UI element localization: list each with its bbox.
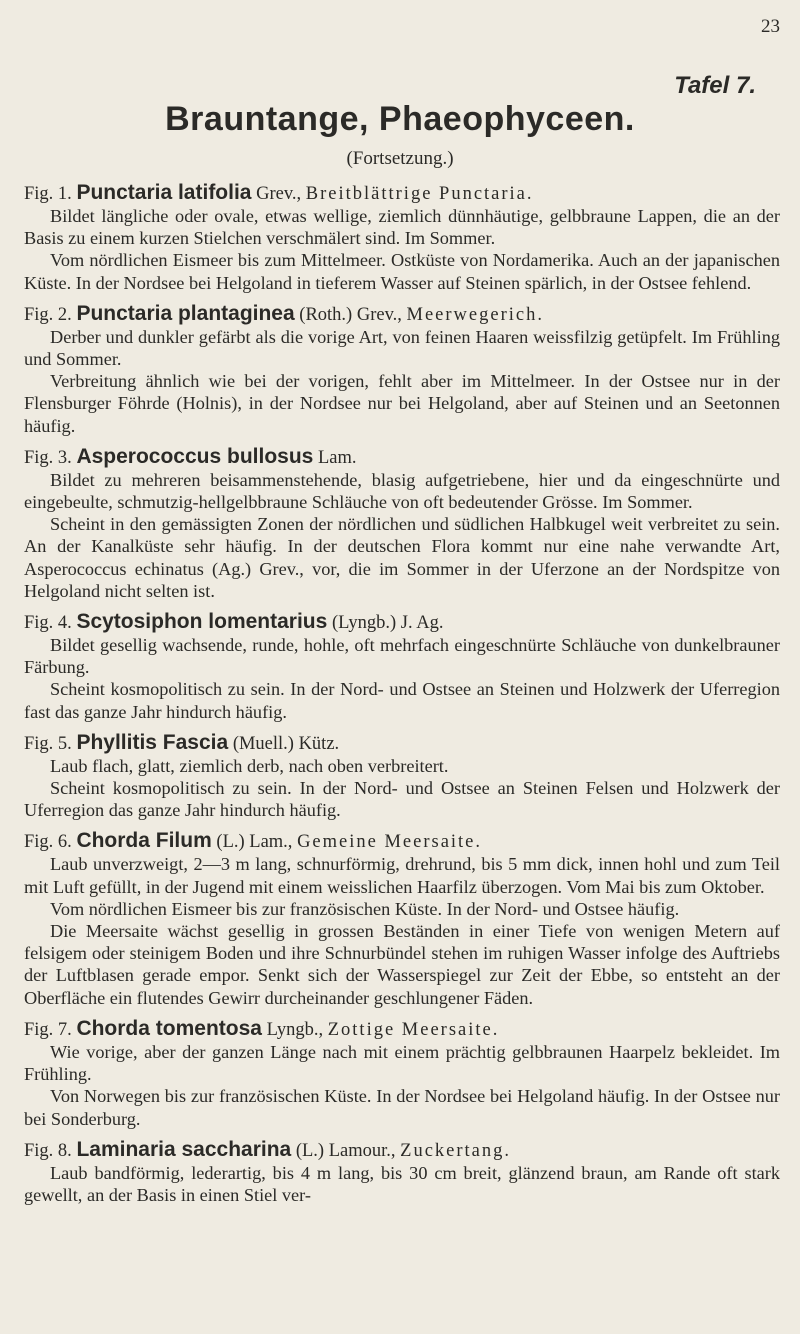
figure-label: Fig. 3. [24, 447, 72, 468]
description-paragraph: Verbreitung ähnlich wie bei der vorigen, fehlt aber im Mittelmeer. In der Ostsee nur in der Flensburger Föhrde (Holnis), in der Nordsee nur bei Helgoland, aber auf Steinen und an Seetonnen häufig. [24, 371, 780, 436]
species-authority: Grev., [256, 184, 302, 204]
description-paragraph: Von Norwegen bis zur französischen Küste. In der Nordsee bei Helgoland häufig. In der Ostsee nur bei Sonderburg. [24, 1086, 780, 1129]
figure-heading [24, 611, 780, 634]
species-entry [24, 303, 780, 437]
figure-heading [24, 732, 780, 755]
figure-heading [24, 1018, 780, 1041]
species-entry [24, 1018, 780, 1130]
description-paragraph: Laub bandförmig, lederartig, bis 4 m lang, bis 30 cm breit, glänzend braun, am Rande oft stark gewellt, an der Basis in einen Stiel ver- [24, 1162, 780, 1205]
figure-label: Fig. 7. [24, 1019, 72, 1040]
figure-heading [24, 303, 780, 326]
description-paragraph: Derber und dunkler gefärbt als die vorige Art, von feinen Haaren weissfilzig getüpfelt. Im Frühling und Sommer. [24, 326, 780, 370]
description-paragraph: Vom nördlichen Eismeer bis zum Mittelmeer. Ostküste von Nordamerika. Auch an der japanischen Küste. In der Nordsee bei Helgoland in tieferem Wasser auf Steinen spärlich, in der Ostsee fehlend. [24, 250, 780, 293]
species-name: Punctaria latifolia [76, 181, 252, 204]
species-name: Laminaria saccharina [76, 1137, 292, 1161]
species-list [24, 182, 780, 1215]
figure-label: Fig. 5. [24, 733, 72, 754]
species-authority: (Lyngb.) J. Ag. [331, 613, 444, 634]
page-subtitle: (Fortsetzung.) [346, 148, 454, 169]
figure-label: Fig. 1. [24, 184, 72, 204]
species-entry [24, 611, 780, 723]
common-name: Breitblättrige Punctaria. [305, 184, 534, 204]
description-paragraph: Bildet zu mehreren beisammenstehende, blasig aufgetriebene, hier und da eingeschnürte und eingebeulte, schmutzig-hellgelbbraune Schläuche von oft bedeutender Grösse. Im Sommer. [24, 469, 780, 513]
description-paragraph: Bildet gesellig wachsende, runde, hohle, oft mehrfach eingeschnürte Schläuche von dunkelbrauner Färbung. [24, 635, 780, 678]
species-name: Chorda tomentosa [76, 1016, 262, 1040]
figure-heading [24, 446, 780, 469]
description-paragraph: Wie vorige, aber der ganzen Länge nach mit einem prächtig gelbbraunen Haarpelz bekleidet. Im Frühling. [24, 1041, 780, 1085]
figure-label: Fig. 6. [24, 832, 72, 853]
description-paragraph: Scheint kosmopolitisch zu sein. In der Nord- und Ostsee an Steinen Felsen und Holzwerk der Uferregion das ganze Jahr hindurch häufig. [24, 778, 780, 821]
description-paragraph: Scheint kosmopolitisch zu sein. In der Nord- und Ostsee an Steinen und Holzwerk der Uferregion fast das ganze Jahr hindurch häufig. [24, 679, 780, 722]
species-name: Scytosiphon lomentarius [76, 610, 328, 634]
species-name: Punctaria plantaginea [76, 301, 295, 325]
description-paragraph: Scheint in den gemässigten Zonen der nördlichen und südlichen Halbkugel weit verbreitet zu sein. An der Kanalküste sehr häufig. In der deutschen Flora kommt nur eine nahe verwandte Art, Asperococcus echinatus (Ag.) Grev., vor, die im Sommer in der Uferzone an der Nordspitze von Helgoland nicht selten ist. [24, 514, 780, 601]
species-authority: (Muell.) Kütz. [232, 733, 340, 754]
species-entry [24, 446, 780, 602]
figure-label: Fig. 2. [24, 304, 72, 325]
common-name: Zuckertang. [400, 1140, 512, 1161]
description-paragraph: Die Meersaite wächst gesellig in grossen Beständen in einer Tiefe von wenigen Metern auf felsigem oder steinigem Boden und ihre Schnurbündel stehen im ruhigen Wasser infolge des Auftriebs der Luftblasen gerade empor. Senkt sich der Wasserspiegel zur Zeit der Ebbe, so entsteht an der Oberfläche ein flutendes Gewirr durcheinander geschlungener Fäden. [24, 921, 780, 1008]
plate-label: Tafel 7. [674, 72, 756, 99]
species-entry [24, 732, 780, 822]
description-paragraph: Vom nördlichen Eismeer bis zur französischen Küste. In der Nord- und Ostsee häufig. [50, 898, 680, 919]
figure-label: Fig. 4. [24, 613, 72, 634]
common-name: Gemeine Meersaite. [297, 832, 483, 853]
species-authority: Lam. [317, 447, 357, 468]
figure-heading [24, 830, 780, 853]
figure-label: Fig. 8. [24, 1140, 72, 1161]
species-name: Chorda Filum [76, 829, 212, 853]
description-paragraph: Bildet längliche oder ovale, etwas wellige, ziemlich dünnhäutige, gelbbraune Lappen, die an der Basis zu einem kurzen Stielchen verschmälert sind. Im Sommer. [24, 206, 780, 249]
figure-heading [24, 182, 780, 205]
common-name: Meerwegerich. [406, 304, 544, 325]
species-entry [24, 182, 780, 294]
page-number: 23 [761, 16, 780, 37]
page-title: Brauntange, Phaeophyceen. [165, 100, 635, 138]
description-paragraph: Laub flach, glatt, ziemlich derb, nach oben verbreitert. [50, 755, 449, 776]
species-entry [24, 830, 780, 1008]
species-name: Phyllitis Fascia [76, 730, 229, 754]
figure-heading [24, 1139, 780, 1162]
species-authority: (Roth.) Grev., [299, 304, 402, 325]
species-authority: Lyngb., [266, 1019, 324, 1040]
species-entry [24, 1139, 780, 1206]
description-paragraph: Laub unverzweigt, 2—3 m lang, schnurförmig, drehrund, bis 5 mm dick, innen hohl und zum Teil mit Luft gefüllt, in der Jugend mit einem weisslichen Haarfilz überzogen. Vom Mai bis zum Oktober. [24, 854, 780, 897]
species-authority: (L.) Lamour., [295, 1140, 396, 1161]
species-authority: (L.) Lam., [216, 832, 293, 853]
common-name: Zottige Meersaite. [327, 1019, 500, 1040]
species-name: Asperococcus bullosus [76, 444, 314, 468]
